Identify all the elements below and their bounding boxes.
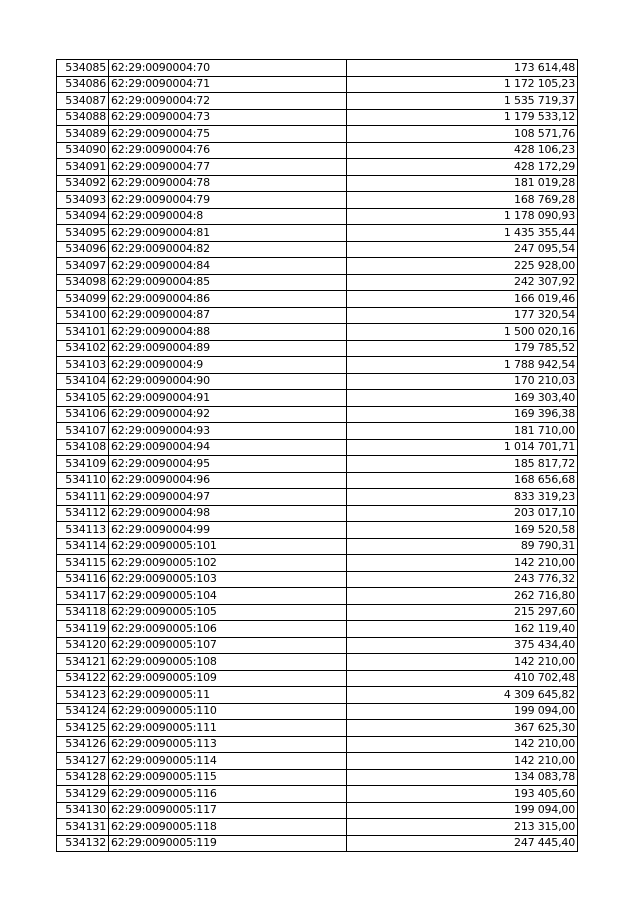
table-row bbox=[57, 753, 578, 770]
row-number-cell: 534132 bbox=[57, 835, 109, 852]
table-row bbox=[57, 126, 578, 143]
cadastral-number-cell: 62:29:0090004:98 bbox=[109, 505, 347, 522]
cadastral-number-cell: 62:29:0090004:89 bbox=[109, 340, 347, 357]
row-number-cell: 534107 bbox=[57, 423, 109, 440]
cadastral-value-cell: 428 172,29 bbox=[347, 159, 578, 176]
row-number-cell: 534108 bbox=[57, 439, 109, 456]
cadastral-value-cell: 170 210,03 bbox=[347, 373, 578, 390]
row-number-cell: 534104 bbox=[57, 373, 109, 390]
cadastral-value-cell: 1 788 942,54 bbox=[347, 357, 578, 374]
row-number-cell: 534110 bbox=[57, 472, 109, 489]
cadastral-value-cell: 247 445,40 bbox=[347, 835, 578, 852]
table-row bbox=[57, 769, 578, 786]
table-row bbox=[57, 357, 578, 374]
cadastral-number-cell: 62:29:0090005:102 bbox=[109, 555, 347, 572]
table-row bbox=[57, 654, 578, 671]
cadastral-number-cell: 62:29:0090005:103 bbox=[109, 571, 347, 588]
cadastral-value-cell: 108 571,76 bbox=[347, 126, 578, 143]
cadastral-number-cell: 62:29:0090005:109 bbox=[109, 670, 347, 687]
cadastral-number-cell: 62:29:0090004:85 bbox=[109, 274, 347, 291]
table-row bbox=[57, 208, 578, 225]
cadastral-value-cell: 181 019,28 bbox=[347, 175, 578, 192]
cadastral-value-cell: 166 019,46 bbox=[347, 291, 578, 308]
row-number-cell: 534105 bbox=[57, 390, 109, 407]
cadastral-value-cell: 1 179 533,12 bbox=[347, 109, 578, 126]
cadastral-number-cell: 62:29:0090005:111 bbox=[109, 720, 347, 737]
cadastral-number-cell: 62:29:0090004:79 bbox=[109, 192, 347, 209]
row-number-cell: 534112 bbox=[57, 505, 109, 522]
cadastral-number-cell: 62:29:0090004:91 bbox=[109, 390, 347, 407]
table-row bbox=[57, 786, 578, 803]
cadastral-value-cell: 134 083,78 bbox=[347, 769, 578, 786]
row-number-cell: 534101 bbox=[57, 324, 109, 341]
cadastral-value-cell: 1 172 105,23 bbox=[347, 76, 578, 93]
cadastral-value-cell: 142 210,00 bbox=[347, 555, 578, 572]
row-number-cell: 534085 bbox=[57, 60, 109, 77]
cadastral-value-cell: 203 017,10 bbox=[347, 505, 578, 522]
cadastral-number-cell: 62:29:0090005:108 bbox=[109, 654, 347, 671]
cadastral-value-cell: 142 210,00 bbox=[347, 753, 578, 770]
cadastral-value-cell: 1 178 090,93 bbox=[347, 208, 578, 225]
cadastral-number-cell: 62:29:0090004:93 bbox=[109, 423, 347, 440]
row-number-cell: 534127 bbox=[57, 753, 109, 770]
cadastral-value-table bbox=[56, 59, 578, 852]
table-row bbox=[57, 93, 578, 110]
cadastral-value-cell: 89 790,31 bbox=[347, 538, 578, 555]
table-row bbox=[57, 819, 578, 836]
cadastral-number-cell: 62:29:0090004:8 bbox=[109, 208, 347, 225]
cadastral-value-cell: 213 315,00 bbox=[347, 819, 578, 836]
table-row bbox=[57, 225, 578, 242]
row-number-cell: 534090 bbox=[57, 142, 109, 159]
row-number-cell: 534099 bbox=[57, 291, 109, 308]
cadastral-number-cell: 62:29:0090004:78 bbox=[109, 175, 347, 192]
cadastral-value-cell: 179 785,52 bbox=[347, 340, 578, 357]
row-number-cell: 534097 bbox=[57, 258, 109, 275]
cadastral-value-cell: 4 309 645,82 bbox=[347, 687, 578, 704]
row-number-cell: 534111 bbox=[57, 489, 109, 506]
table-row bbox=[57, 835, 578, 852]
cadastral-value-cell: 199 094,00 bbox=[347, 802, 578, 819]
table-row bbox=[57, 538, 578, 555]
table-row bbox=[57, 621, 578, 638]
cadastral-number-cell: 62:29:0090005:105 bbox=[109, 604, 347, 621]
row-number-cell: 534102 bbox=[57, 340, 109, 357]
row-number-cell: 534115 bbox=[57, 555, 109, 572]
cadastral-number-cell: 62:29:0090004:75 bbox=[109, 126, 347, 143]
table-row bbox=[57, 505, 578, 522]
row-number-cell: 534096 bbox=[57, 241, 109, 258]
table-row bbox=[57, 555, 578, 572]
table-row bbox=[57, 109, 578, 126]
table-row bbox=[57, 687, 578, 704]
table-row bbox=[57, 406, 578, 423]
row-number-cell: 534098 bbox=[57, 274, 109, 291]
table-row bbox=[57, 373, 578, 390]
cadastral-number-cell: 62:29:0090005:117 bbox=[109, 802, 347, 819]
cadastral-value-cell: 169 520,58 bbox=[347, 522, 578, 539]
row-number-cell: 534125 bbox=[57, 720, 109, 737]
cadastral-number-cell: 62:29:0090005:110 bbox=[109, 703, 347, 720]
cadastral-number-cell: 62:29:0090004:87 bbox=[109, 307, 347, 324]
row-number-cell: 534113 bbox=[57, 522, 109, 539]
row-number-cell: 534092 bbox=[57, 175, 109, 192]
table-row bbox=[57, 258, 578, 275]
cadastral-value-cell: 410 702,48 bbox=[347, 670, 578, 687]
cadastral-value-cell: 428 106,23 bbox=[347, 142, 578, 159]
cadastral-value-cell: 185 817,72 bbox=[347, 456, 578, 473]
cadastral-value-cell: 169 303,40 bbox=[347, 390, 578, 407]
row-number-cell: 534130 bbox=[57, 802, 109, 819]
table-row bbox=[57, 175, 578, 192]
row-number-cell: 534119 bbox=[57, 621, 109, 638]
table-row bbox=[57, 736, 578, 753]
cadastral-number-cell: 62:29:0090004:73 bbox=[109, 109, 347, 126]
row-number-cell: 534100 bbox=[57, 307, 109, 324]
table-row bbox=[57, 489, 578, 506]
cadastral-number-cell: 62:29:0090004:99 bbox=[109, 522, 347, 539]
row-number-cell: 534109 bbox=[57, 456, 109, 473]
cadastral-value-cell: 142 210,00 bbox=[347, 736, 578, 753]
cadastral-value-cell: 1 014 701,71 bbox=[347, 439, 578, 456]
cadastral-number-cell: 62:29:0090004:96 bbox=[109, 472, 347, 489]
row-number-cell: 534087 bbox=[57, 93, 109, 110]
row-number-cell: 534123 bbox=[57, 687, 109, 704]
table-row bbox=[57, 291, 578, 308]
cadastral-value-cell: 215 297,60 bbox=[347, 604, 578, 621]
cadastral-number-cell: 62:29:0090004:72 bbox=[109, 93, 347, 110]
table-row bbox=[57, 456, 578, 473]
row-number-cell: 534093 bbox=[57, 192, 109, 209]
cadastral-value-cell: 168 769,28 bbox=[347, 192, 578, 209]
row-number-cell: 534118 bbox=[57, 604, 109, 621]
row-number-cell: 534120 bbox=[57, 637, 109, 654]
cadastral-number-cell: 62:29:0090004:88 bbox=[109, 324, 347, 341]
row-number-cell: 534122 bbox=[57, 670, 109, 687]
cadastral-value-cell: 162 119,40 bbox=[347, 621, 578, 638]
cadastral-number-cell: 62:29:0090005:106 bbox=[109, 621, 347, 638]
table-row bbox=[57, 340, 578, 357]
cadastral-number-cell: 62:29:0090004:9 bbox=[109, 357, 347, 374]
cadastral-number-cell: 62:29:0090005:118 bbox=[109, 819, 347, 836]
cadastral-value-cell: 181 710,00 bbox=[347, 423, 578, 440]
row-number-cell: 534117 bbox=[57, 588, 109, 605]
row-number-cell: 534095 bbox=[57, 225, 109, 242]
cadastral-number-cell: 62:29:0090005:101 bbox=[109, 538, 347, 555]
table-row bbox=[57, 159, 578, 176]
cadastral-number-cell: 62:29:0090005:115 bbox=[109, 769, 347, 786]
cadastral-value-cell: 367 625,30 bbox=[347, 720, 578, 737]
cadastral-number-cell: 62:29:0090004:71 bbox=[109, 76, 347, 93]
table-row bbox=[57, 720, 578, 737]
row-number-cell: 534129 bbox=[57, 786, 109, 803]
row-number-cell: 534088 bbox=[57, 109, 109, 126]
row-number-cell: 534116 bbox=[57, 571, 109, 588]
cadastral-number-cell: 62:29:0090004:92 bbox=[109, 406, 347, 423]
cadastral-value-cell: 177 320,54 bbox=[347, 307, 578, 324]
table-row bbox=[57, 522, 578, 539]
cadastral-number-cell: 62:29:0090004:95 bbox=[109, 456, 347, 473]
cadastral-number-cell: 62:29:0090004:94 bbox=[109, 439, 347, 456]
cadastral-number-cell: 62:29:0090004:70 bbox=[109, 60, 347, 77]
row-number-cell: 534091 bbox=[57, 159, 109, 176]
cadastral-value-cell: 173 614,48 bbox=[347, 60, 578, 77]
cadastral-value-cell: 247 095,54 bbox=[347, 241, 578, 258]
cadastral-number-cell: 62:29:0090004:86 bbox=[109, 291, 347, 308]
cadastral-value-cell: 1 435 355,44 bbox=[347, 225, 578, 242]
table-row bbox=[57, 571, 578, 588]
table-row bbox=[57, 307, 578, 324]
row-number-cell: 534089 bbox=[57, 126, 109, 143]
cadastral-number-cell: 62:29:0090005:107 bbox=[109, 637, 347, 654]
table-row bbox=[57, 142, 578, 159]
table-row bbox=[57, 192, 578, 209]
cadastral-number-cell: 62:29:0090004:81 bbox=[109, 225, 347, 242]
table-row bbox=[57, 802, 578, 819]
table-row bbox=[57, 588, 578, 605]
row-number-cell: 534121 bbox=[57, 654, 109, 671]
table-row bbox=[57, 390, 578, 407]
cadastral-value-cell: 375 434,40 bbox=[347, 637, 578, 654]
cadastral-number-cell: 62:29:0090005:119 bbox=[109, 835, 347, 852]
cadastral-value-cell: 1 500 020,16 bbox=[347, 324, 578, 341]
table-row bbox=[57, 703, 578, 720]
row-number-cell: 534103 bbox=[57, 357, 109, 374]
cadastral-number-cell: 62:29:0090005:104 bbox=[109, 588, 347, 605]
cadastral-value-cell: 199 094,00 bbox=[347, 703, 578, 720]
cadastral-value-cell: 193 405,60 bbox=[347, 786, 578, 803]
table-row bbox=[57, 604, 578, 621]
cadastral-value-cell: 833 319,23 bbox=[347, 489, 578, 506]
cadastral-number-cell: 62:29:0090004:77 bbox=[109, 159, 347, 176]
table-row bbox=[57, 274, 578, 291]
row-number-cell: 534106 bbox=[57, 406, 109, 423]
table-row bbox=[57, 637, 578, 654]
row-number-cell: 534086 bbox=[57, 76, 109, 93]
cadastral-number-cell: 62:29:0090004:76 bbox=[109, 142, 347, 159]
cadastral-value-cell: 262 716,80 bbox=[347, 588, 578, 605]
table-row bbox=[57, 241, 578, 258]
row-number-cell: 534114 bbox=[57, 538, 109, 555]
cadastral-value-cell: 142 210,00 bbox=[347, 654, 578, 671]
row-number-cell: 534128 bbox=[57, 769, 109, 786]
cadastral-value-cell: 168 656,68 bbox=[347, 472, 578, 489]
cadastral-value-cell: 243 776,32 bbox=[347, 571, 578, 588]
table-row bbox=[57, 423, 578, 440]
cadastral-value-cell: 242 307,92 bbox=[347, 274, 578, 291]
cadastral-value-cell: 225 928,00 bbox=[347, 258, 578, 275]
table-row bbox=[57, 76, 578, 93]
table-row bbox=[57, 472, 578, 489]
table-row bbox=[57, 670, 578, 687]
table-row bbox=[57, 60, 578, 77]
table-body bbox=[57, 60, 578, 852]
table-row bbox=[57, 324, 578, 341]
row-number-cell: 534124 bbox=[57, 703, 109, 720]
cadastral-number-cell: 62:29:0090005:114 bbox=[109, 753, 347, 770]
row-number-cell: 534094 bbox=[57, 208, 109, 225]
table-row bbox=[57, 439, 578, 456]
cadastral-value-cell: 169 396,38 bbox=[347, 406, 578, 423]
cadastral-number-cell: 62:29:0090005:113 bbox=[109, 736, 347, 753]
cadastral-number-cell: 62:29:0090004:84 bbox=[109, 258, 347, 275]
row-number-cell: 534131 bbox=[57, 819, 109, 836]
cadastral-number-cell: 62:29:0090005:116 bbox=[109, 786, 347, 803]
cadastral-number-cell: 62:29:0090005:11 bbox=[109, 687, 347, 704]
row-number-cell: 534126 bbox=[57, 736, 109, 753]
cadastral-number-cell: 62:29:0090004:97 bbox=[109, 489, 347, 506]
cadastral-number-cell: 62:29:0090004:82 bbox=[109, 241, 347, 258]
cadastral-value-cell: 1 535 719,37 bbox=[347, 93, 578, 110]
cadastral-number-cell: 62:29:0090004:90 bbox=[109, 373, 347, 390]
